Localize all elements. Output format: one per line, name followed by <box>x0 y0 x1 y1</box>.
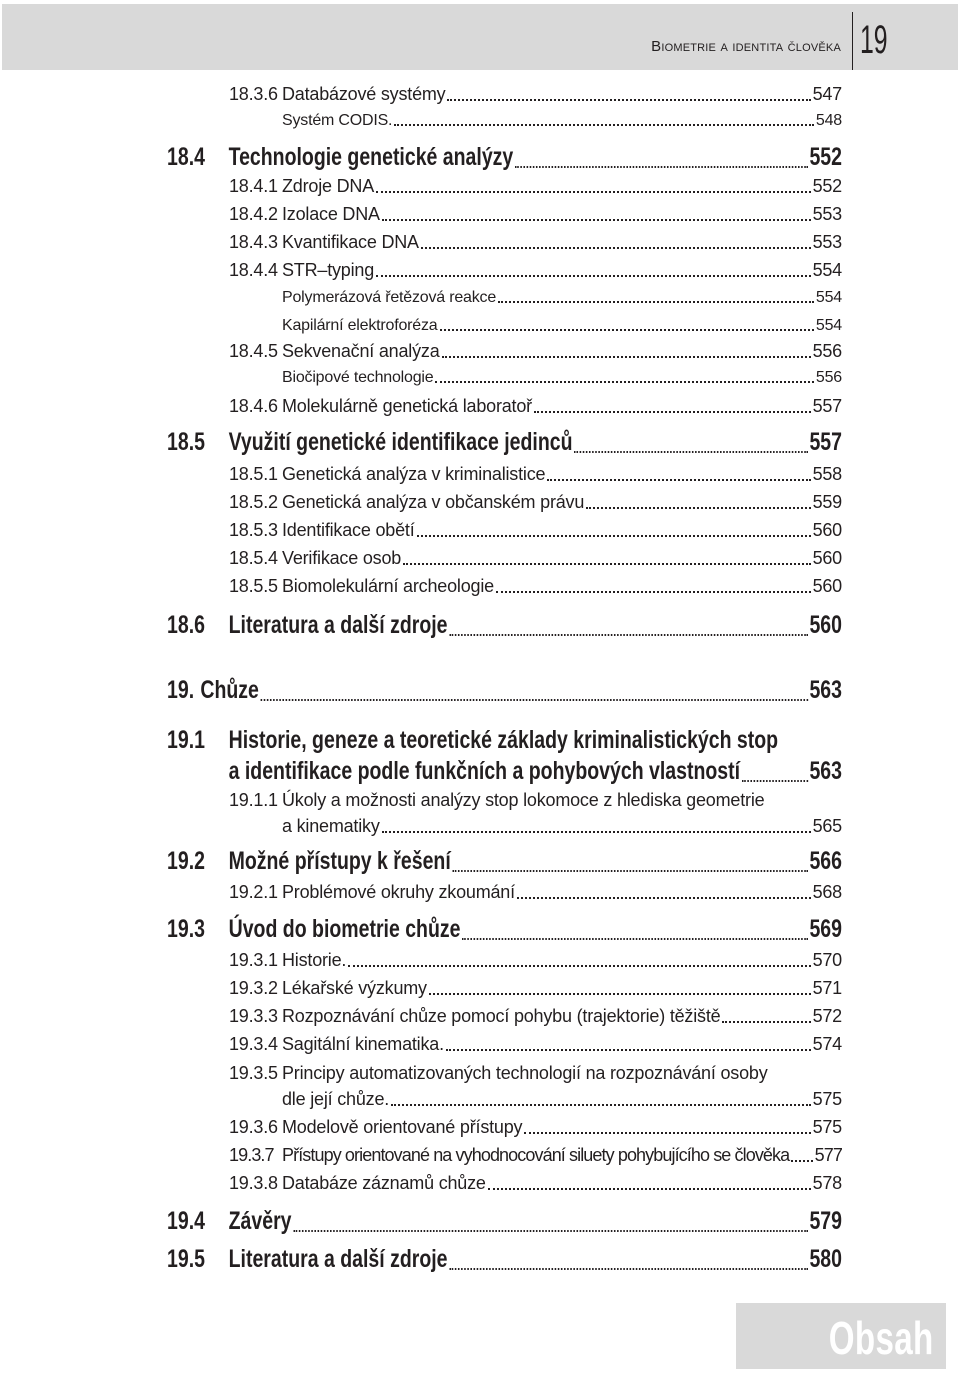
entry-title: Sekvenační analýza <box>282 341 440 361</box>
entry-page: 548 <box>815 112 842 129</box>
entry-page: 563 <box>809 676 842 704</box>
toc-entry <box>229 84 842 105</box>
entry-number: 19.3.3 <box>229 1006 278 1026</box>
entry-title: a identifikace podle funkčních a pohybových vlastností <box>228 757 741 785</box>
entry-number: 19.1.1 <box>229 790 278 810</box>
dot-leader <box>447 98 810 101</box>
dot-leader <box>488 1187 811 1190</box>
entry-page: 553 <box>812 204 842 224</box>
entry-number: 18.4 <box>167 143 205 171</box>
entry-page: 554 <box>815 289 842 306</box>
entry-title: Přístupy orientované na vyhodnocování siluety pohybujícího se člověka <box>282 1145 790 1165</box>
toc-entry <box>229 978 842 999</box>
toc-entry <box>167 611 842 640</box>
entry-number: 19. <box>167 676 195 704</box>
entry-page: 572 <box>812 1006 842 1026</box>
dot-leader <box>446 1048 811 1051</box>
entry-page: 568 <box>812 882 842 902</box>
toc-entry <box>229 464 842 485</box>
entry-number: 18.4.1 <box>229 176 278 196</box>
dot-leader <box>435 380 813 383</box>
toc-entry <box>229 396 842 417</box>
entry-title: Závěry <box>228 1207 292 1235</box>
entry-title: Identifikace obětí <box>282 520 415 540</box>
entry-number: 18.5.4 <box>229 548 278 568</box>
dot-leader <box>574 450 808 453</box>
toc-entry <box>229 260 842 281</box>
dot-leader <box>449 1267 808 1270</box>
entry-title: Systém CODIS. <box>282 112 393 129</box>
entry-title: Technologie genetické analýzy <box>228 143 514 171</box>
dot-leader <box>496 590 811 593</box>
entry-title: Biočipové technologie <box>282 369 434 386</box>
toc-entry <box>167 143 842 172</box>
dot-leader <box>462 937 808 940</box>
entry-page: 554 <box>812 260 842 280</box>
entry-title: Historie. <box>282 950 347 970</box>
entry-number: 18.5 <box>167 428 205 456</box>
entry-page: 547 <box>812 84 842 104</box>
dot-leader <box>547 478 810 481</box>
dot-leader <box>394 123 814 126</box>
toc-entry <box>229 882 842 903</box>
toc-entry <box>229 176 842 197</box>
entry-page: 554 <box>815 317 842 334</box>
dot-leader <box>403 562 810 565</box>
entry-page: 574 <box>812 1034 842 1054</box>
toc-entry <box>229 520 842 541</box>
entry-number: 19.3.6 <box>229 1117 278 1137</box>
section-tab-label: Obsah <box>829 1312 934 1364</box>
dot-leader <box>260 698 807 701</box>
entry-title: Úkoly a možnosti analýzy stop lokomoce z hlediska geometrie <box>282 790 765 810</box>
entry-page: 566 <box>809 847 842 875</box>
entry-page: 560 <box>812 520 842 540</box>
toc-entry <box>229 1145 842 1166</box>
dot-leader <box>417 534 811 537</box>
entry-page: 563 <box>809 757 842 785</box>
entry-number: 19.4 <box>167 1207 205 1235</box>
entry-page: 565 <box>812 816 842 836</box>
entry-number: 18.4.2 <box>229 204 278 224</box>
entry-page: 577 <box>814 1145 842 1165</box>
running-title: Biometrie a identita člověka <box>651 38 841 55</box>
entry-title: Databázové systémy <box>282 84 446 104</box>
entry-title: Lékařské výzkumy <box>282 978 427 998</box>
entry-title: Literatura a další zdroje <box>228 611 448 639</box>
toc-entry <box>229 790 842 811</box>
dot-leader <box>382 830 811 833</box>
toc-entry <box>167 1245 842 1274</box>
entry-number: 19.1 <box>167 726 205 754</box>
entry-title: Úvod do biometrie chůze <box>228 915 461 943</box>
entry-title: Využití genetické identifikace jedinců <box>228 428 573 456</box>
entry-number: 19.3.5 <box>229 1063 278 1083</box>
entry-title: Problémové okruhy zkoumání <box>282 882 515 902</box>
toc-entry <box>167 676 842 705</box>
entry-title: Databáze záznamů chůze <box>282 1173 486 1193</box>
entry-title: Literatura a další zdroje <box>228 1245 448 1273</box>
toc-entry <box>167 757 842 786</box>
entry-page: 552 <box>812 176 842 196</box>
toc-entry <box>229 1173 842 1194</box>
entry-number: 18.4.4 <box>229 260 278 280</box>
entry-number: 18.5.1 <box>229 464 278 484</box>
entry-title: STR–typing <box>282 260 375 280</box>
toc-entry <box>282 289 842 307</box>
entry-page: 578 <box>812 1173 842 1193</box>
entry-number: 18.4.3 <box>229 232 278 252</box>
toc-entry <box>229 1063 842 1084</box>
dot-leader <box>517 896 811 899</box>
dot-leader <box>376 190 811 193</box>
dot-leader <box>449 633 808 636</box>
dot-leader <box>421 246 811 249</box>
entry-title: Historie, geneze a teoretické základy kriminalistických stop <box>228 726 779 754</box>
dot-leader <box>498 300 814 303</box>
dot-leader <box>515 165 808 168</box>
entry-title: Zdroje DNA <box>282 176 375 196</box>
dot-leader <box>452 869 808 872</box>
dot-leader <box>722 1020 810 1023</box>
entry-page: 556 <box>815 369 842 386</box>
entry-page: 553 <box>812 232 842 252</box>
entry-title: Principy automatizovaných technologií na rozpoznávání osoby <box>282 1063 768 1083</box>
dot-leader <box>429 992 811 995</box>
dot-leader <box>742 779 808 782</box>
entry-page: 556 <box>812 341 842 361</box>
entry-number: 18.5.5 <box>229 576 278 596</box>
entry-number: 19.3.7 <box>229 1145 274 1165</box>
entry-title: Genetická analýza v kriminalistice <box>282 464 546 484</box>
dot-leader <box>442 355 811 358</box>
entry-title: Biomolekulární archeologie <box>282 576 494 596</box>
entry-title: Genetická analýza v občanském právu <box>282 492 585 512</box>
entry-page: 560 <box>812 548 842 568</box>
toc-entry <box>229 492 842 513</box>
entry-page: 557 <box>809 428 842 456</box>
dot-leader <box>348 964 810 967</box>
dot-leader <box>534 410 811 413</box>
dot-leader <box>293 1229 808 1232</box>
dot-leader <box>382 218 811 221</box>
entry-title: dle její chůze. <box>282 1089 390 1109</box>
entry-title: Modelově orientované přístupy <box>282 1117 523 1137</box>
entry-number: 19.3.4 <box>229 1034 278 1054</box>
entry-title: Možné přístupy k řešení <box>228 847 451 875</box>
entry-title: Chůze <box>200 676 259 704</box>
entry-title: Kvantifikace DNA <box>282 232 419 252</box>
entry-title: Sagitální kinematika. <box>282 1034 444 1054</box>
entry-number: 19.5 <box>167 1245 205 1273</box>
entry-number: 19.3 <box>167 915 205 943</box>
dot-leader <box>391 1103 810 1106</box>
entry-number: 18.6 <box>167 611 205 639</box>
toc-entry <box>229 950 842 971</box>
entry-title: Kapilární elektroforéza <box>282 317 438 334</box>
dot-leader <box>524 1131 810 1134</box>
toc-entry <box>229 548 842 569</box>
entry-number: 19.3.1 <box>229 950 278 970</box>
entry-number: 19.3.2 <box>229 978 278 998</box>
toc-entry <box>282 317 842 335</box>
entry-page: 557 <box>812 396 842 416</box>
entry-page: 570 <box>812 950 842 970</box>
entry-title: Molekulárně genetická laboratoř <box>282 396 532 416</box>
toc-entry <box>167 428 842 457</box>
entry-page: 552 <box>809 143 842 171</box>
entry-page: 558 <box>812 464 842 484</box>
entry-number: 19.3.8 <box>229 1173 278 1193</box>
entry-page: 569 <box>809 915 842 943</box>
toc-entry <box>167 847 842 876</box>
dot-leader <box>586 506 810 509</box>
entry-page: 575 <box>812 1117 842 1137</box>
entry-title: Izolace DNA <box>282 204 380 224</box>
toc-entry <box>167 915 842 944</box>
entry-title: Polymerázová řetězová reakce <box>282 289 497 306</box>
entry-number: 19.2.1 <box>229 882 278 902</box>
toc-entry <box>229 816 842 837</box>
toc-entry <box>229 341 842 362</box>
dot-leader <box>791 1159 812 1162</box>
toc-entry <box>229 1034 842 1055</box>
entry-title: Rozpoznávání chůze pomocí pohybu (trajektorie) těžiště <box>282 1006 721 1026</box>
entry-number: 18.4.6 <box>229 396 278 416</box>
page-number: 19 <box>860 18 888 62</box>
entry-title: Verifikace osob <box>282 548 402 568</box>
toc-entry <box>229 576 842 597</box>
entry-page: 571 <box>812 978 842 998</box>
entry-number: 18.4.5 <box>229 341 278 361</box>
entry-page: 575 <box>812 1089 842 1109</box>
entry-page: 579 <box>809 1207 842 1235</box>
entry-title: a kinematiky <box>282 816 380 836</box>
entry-page: 580 <box>809 1245 842 1273</box>
toc-entry <box>229 1089 842 1110</box>
toc-entry <box>229 1117 842 1138</box>
dot-leader <box>376 274 811 277</box>
toc-entry <box>282 369 842 387</box>
entry-number: 18.5.2 <box>229 492 278 512</box>
entry-page: 560 <box>809 611 842 639</box>
dot-leader <box>440 328 814 331</box>
toc-entry <box>167 1207 842 1236</box>
toc-entry <box>282 112 842 130</box>
toc-entry <box>167 726 842 755</box>
entry-number: 18.5.3 <box>229 520 278 540</box>
entry-page: 560 <box>812 576 842 596</box>
toc-entry <box>229 1006 842 1027</box>
entry-number: 18.3.6 <box>229 84 278 104</box>
section-tab <box>736 1303 946 1369</box>
entry-number: 19.2 <box>167 847 205 875</box>
toc-entry <box>229 232 842 253</box>
entry-page: 559 <box>812 492 842 512</box>
toc-entry <box>229 204 842 225</box>
